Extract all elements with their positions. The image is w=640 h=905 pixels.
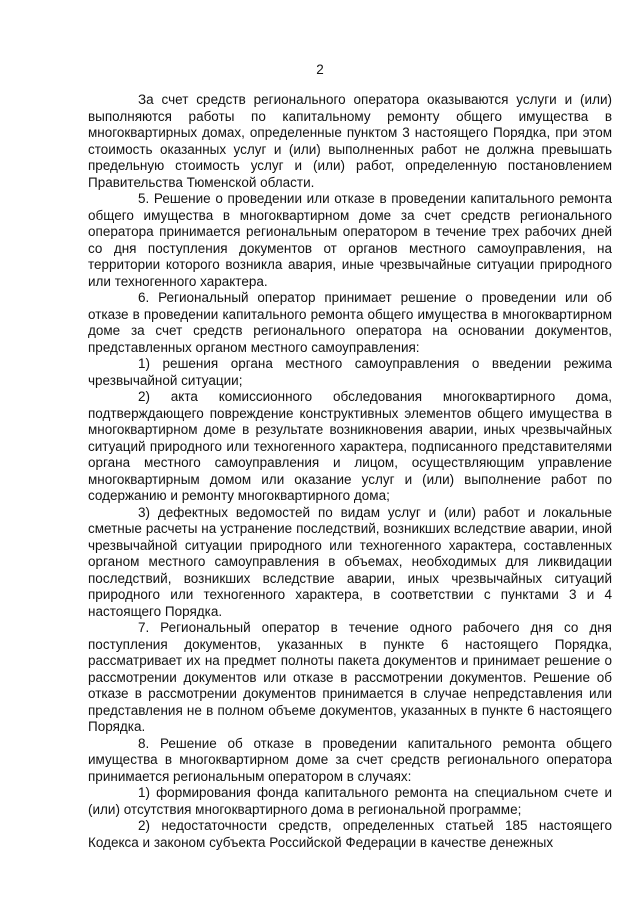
paragraph-clause-8-item-2: 2) недостаточности средств, определенных статьей 185 настоящего Кодекса и законом субъекта Российской Федерации в качестве денежных [88, 818, 612, 850]
paragraph-clause-6: 6. Региональный оператор принимает решение о проведении или об отказе в проведении капитального ремонта общего имущества в многоквартирном доме за счет средств регионального оператора на основании документов, представленных органом местного самоуправления: [88, 290, 612, 355]
paragraph-funding-services: За счет средств регионального оператора оказываются услуги и (или) выполняются работы по капитальному ремонту общего имущества в многоквартирных домах, определенные пунктом 3 настоящего Порядка, при этом стоимость оказанных услуг и (или) выполненных работ не должна превышать предельную стоимость услуг и (или) работ, определенную постановлением Правительства Тюменской области. [88, 92, 612, 190]
paragraph-clause-8: 8. Решение об отказе в проведении капитального ремонта общего имущества в многоквартирном доме за счет средств регионального оператора принимается региональным оператором в случаях: [88, 735, 612, 784]
paragraph-clause-6-item-2: 2) акта комиссионного обследования многоквартирного дома, подтверждающего повреждение конструктивных элементов общего имущества в многоквартирном доме в результате возникновения аварии, иных чрезвычайных ситуаций природного или техногенного характера, подписанного представителями органа местного самоуправления и лицом, осуществляющим управление многоквартирным домом или оказание услуг и (или) выполнение работ по содержанию и ремонту многоквартирного дома; [88, 389, 612, 503]
document-body [88, 92, 612, 851]
paragraph-clause-7: 7. Региональный оператор в течение одного рабочего дня со дня поступления документов, указанных в пункте 6 настоящего Порядка, рассматривает их на предмет полноты пакета документов и принимает решение о рассмотрении документов или отказе в рассмотрении документов. Решение об отказе в рассмотрении документов принимается в случае непредставления или представления не в полном объеме документов, указанных в пункте 6 настоящего Порядка. [88, 620, 612, 734]
paragraph-clause-6-item-3: 3) дефектных ведомостей по видам услуг и (или) работ и локальные сметные расчеты на устранение последствий, возникших вследствие аварии, иной чрезвычайной ситуации природного или техногенного характера, составленных органом местного самоуправления в объемах, необходимых для ликвидации последствий, возникших вследствие аварии, иных чрезвычайных ситуаций природного или техногенного характера, в соответствии с пунктами 3 и 4 настоящего Порядка. [88, 504, 612, 619]
paragraph-clause-5: 5. Решение о проведении или отказе в проведении капитального ремонта общего имущества в многоквартирном доме за счет средств регионального оператора принимается региональным оператором в течение трех рабочих дней со дня поступления документов от органов местного самоуправления, на территории которого возникла авария, иные чрезвычайные ситуации природного или техногенного характера. [88, 191, 612, 289]
page-number: 2 [316, 62, 324, 77]
paragraph-clause-8-item-1: 1) формирования фонда капитального ремонта на специальном счете и (или) отсутствия многоквартирного дома в региональной программе; [88, 785, 612, 817]
paragraph-clause-6-item-1: 1) решения органа местного самоуправления о введении режима чрезвычайной ситуации; [88, 356, 612, 388]
